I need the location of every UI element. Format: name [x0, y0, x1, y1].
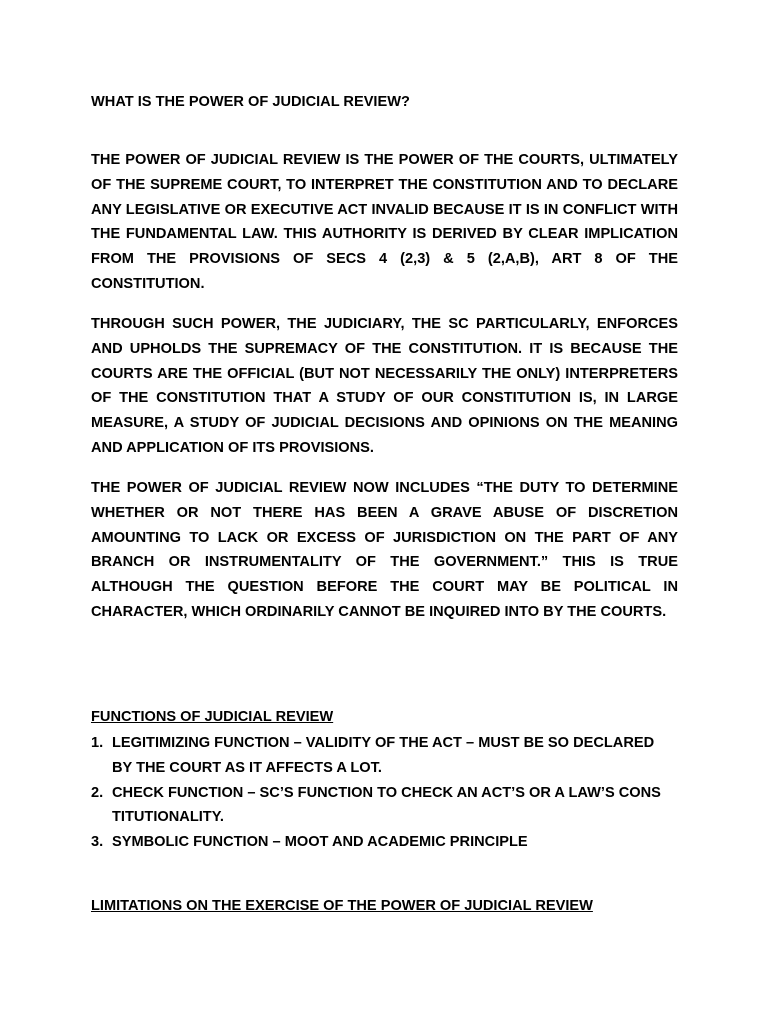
document-title: WHAT IS THE POWER OF JUDICIAL REVIEW?: [91, 94, 410, 110]
list-item: [91, 830, 678, 855]
paragraph-supremacy: THROUGH SUCH POWER, THE JUDICIARY, THE SC PARTICULARLY, ENFORCES AND UPHOLDS THE SUPREMACY OF THE CONSTITUTION. IT IS BECAUSE THE COURTS ARE THE OFFICIAL (BUT NOT NECESSARILY THE ONLY) INTERPRETERS OF THE CONSTITUTION THAT A STUDY OF OUR CONSTITUTION IS, IN LARGE MEASURE, A STUDY OF JUDICIAL DECISIONS AND OPINIONS ON THE MEANING AND APPLICATION OF ITS PROVISIONS.: [91, 316, 678, 456]
list-item-number: 2.: [91, 784, 104, 801]
list-item: [91, 731, 678, 781]
list-item-number: 1.: [91, 735, 104, 751]
functions-heading: FUNCTIONS OF JUDICIAL REVIEW: [91, 709, 334, 725]
limitations-heading: LIMITATIONS ON THE EXERCISE OF THE POWER OF JUDICIAL REVIEW: [91, 898, 593, 914]
paragraph-definition: THE POWER OF JUDICIAL REVIEW IS THE POWER OF THE COURTS, ULTIMATELY OF THE SUPREME COURT, TO INTERPRET THE CONSTITUTION AND TO DECLARE ANY LEGISLATIVE OR EXECUTIVE ACT INVALID BECAUSE IT IS IN CONFLICT WITH THE FUNDAMENTAL LAW. THIS AUTHORITY IS DERIVED BY CLEAR IMPLICATION FROM THE PROVISIONS OF SECS 4 (2,3) & 5 (2,A,B), ART 8 OF THE CONSTITUTION.: [91, 152, 678, 292]
paragraph-grave-abuse: THE POWER OF JUDICIAL REVIEW NOW INCLUDES “THE DUTY TO DETERMINE WHETHER OR NOT THERE HAS BEEN A GRAVE ABUSE OF DISCRETION AMOUNTING TO LACK OR EXCESS OF JURISDICTION ON THE PART OF ANY BRANCH OR INSTRUMENTALITY OF THE GOVERNMENT.” THIS IS TRUE ALTHOUGH THE QUESTION BEFORE THE COURT MAY BE POLITICAL IN CHARACTER, WHICH ORDINARILY CANNOT BE INQUIRED INTO BY THE COURTS.: [91, 480, 678, 620]
list-item-text: SYMBOLIC FUNCTION – MOOT AND ACADEMIC PRINCIPLE: [112, 834, 528, 851]
list-item: [91, 781, 678, 831]
list-item-number: 3.: [91, 834, 104, 851]
list-item-text: CHECK FUNCTION – SC’S FUNCTION TO CHECK AN ACT’S OR A LAW’S CONS TITUTIONALITY.: [112, 784, 661, 826]
functions-list: [91, 731, 678, 855]
list-item-text: LEGITIMIZING FUNCTION – VALIDITY OF THE ACT – MUST BE SO DECLARED BY THE COURT AS IT AFFECTS A LOT.: [112, 735, 655, 776]
